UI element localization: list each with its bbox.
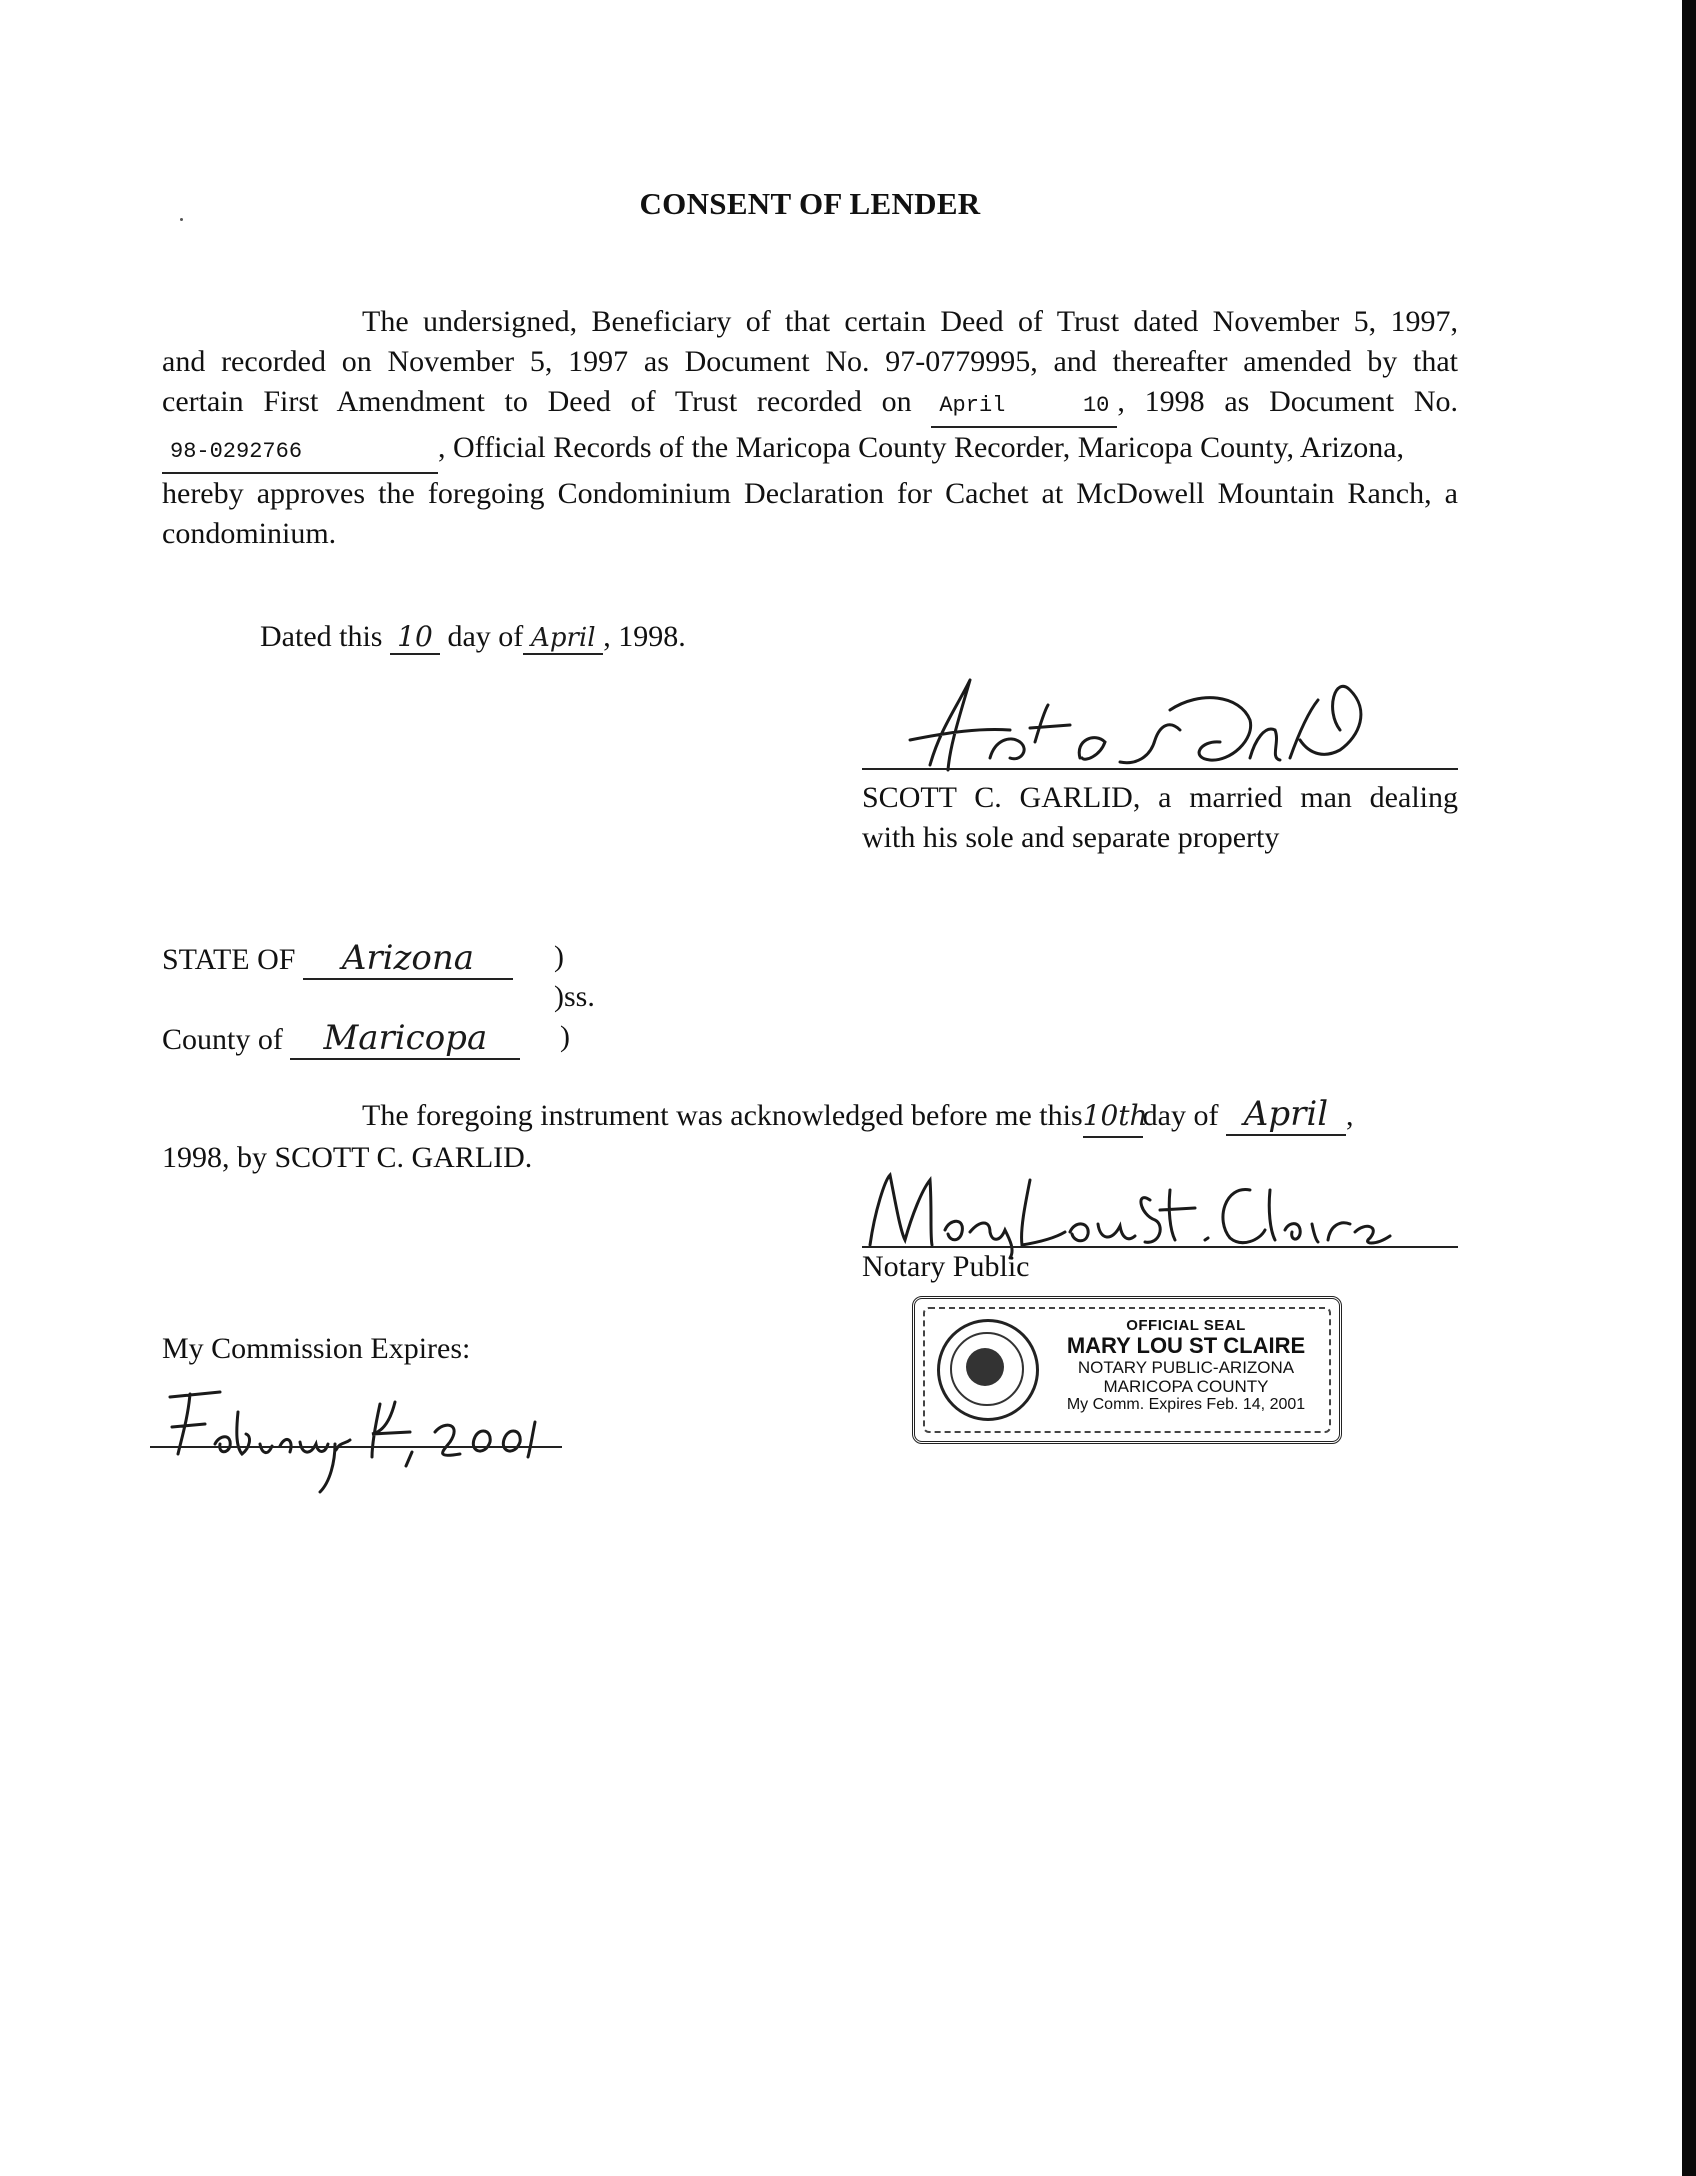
dated-day: 10 <box>390 620 440 655</box>
ack-line-1: The foregoing instrument was acknowledged before me this10thday of April , <box>162 1094 1462 1138</box>
ack-day: 10th <box>1083 1096 1143 1138</box>
body-line-5: hereby approves the foregoing Condominium Declaration for Cachet at McDowell Mountain Ranch, a <box>162 477 1458 510</box>
commission-line <box>150 1446 562 1448</box>
page-title: CONSENT OF LENDER <box>639 186 981 221</box>
seal-line-5: My Comm. Expires Feb. 14, 2001 <box>1066 1396 1306 1413</box>
ack-pre: The foregoing instrument was acknowledged before me this <box>362 1099 1083 1132</box>
body-line-3-tail: , 1998 as Document No. <box>1117 385 1458 418</box>
body-line-3 <box>162 382 1458 428</box>
signer-block <box>862 778 1458 858</box>
seal-line-1: OFFICIAL SEAL <box>1126 1317 1246 1334</box>
body-line-4-tail: , Official Records of the Maricopa County Recorder, Maricopa County, Arizona, <box>438 431 1405 464</box>
signer-capacity-line: with his sole and separate property <box>862 821 1280 854</box>
ack-line-2: 1998, by SCOTT C. GARLID. <box>162 1141 533 1174</box>
county-label: County of <box>162 1023 283 1056</box>
seal-text <box>1045 1317 1327 1414</box>
notary-signature <box>850 1160 1410 1260</box>
lender-signature-line <box>862 768 1458 770</box>
ss-marker: )ss. <box>554 980 595 1013</box>
commission-expiry-handwritten <box>150 1382 570 1502</box>
commission-label: My Commission Expires: <box>162 1332 471 1365</box>
notary-signature-line <box>862 1246 1458 1248</box>
scan-edge-bar <box>1682 0 1696 2176</box>
amendment-recorded-date: April 10 <box>931 386 1117 428</box>
county-line <box>162 1018 520 1060</box>
dated-suffix: , 1998. <box>603 620 686 653</box>
great-seal-of-arizona-icon <box>937 1319 1039 1421</box>
ack-month: April <box>1226 1094 1346 1136</box>
ack-middle: day of <box>1142 1099 1219 1132</box>
amendment-document-number: 98-0292766 <box>162 432 438 474</box>
county-value: Maricopa <box>290 1018 520 1060</box>
state-label: STATE OF <box>162 943 296 976</box>
lender-signature <box>870 670 1390 780</box>
body-line-4 <box>162 428 1458 474</box>
notary-label: Notary Public <box>862 1250 1030 1283</box>
state-paren: ) <box>554 940 564 973</box>
body-line-1: The undersigned, Beneficiary of that certain Deed of Trust dated November 5, 1997, <box>362 305 1458 338</box>
state-line <box>162 938 513 980</box>
official-seal-stamp <box>912 1296 1342 1444</box>
county-paren: ) <box>560 1020 570 1053</box>
seal-core <box>966 1348 1004 1386</box>
signer-name-line: SCOTT C. GARLID, a married man dealing <box>862 781 1458 814</box>
dated-prefix: Dated this <box>260 620 383 653</box>
body-line-2: and recorded on November 5, 1997 as Document No. 97-0779995, and thereafter amended by that <box>162 345 1458 378</box>
seal-line-3: NOTARY PUBLIC-ARIZONA <box>1077 1358 1295 1377</box>
dated-month: April <box>523 623 603 655</box>
consent-paragraph <box>162 302 1458 554</box>
seal-line-4: MARICOPA COUNTY <box>1103 1377 1269 1396</box>
seal-line-2: MARY LOU ST CLAIRE <box>1066 1333 1306 1358</box>
body-line-6: condominium. <box>162 517 337 550</box>
dated-middle: day of <box>447 620 524 653</box>
body-line-3-text: certain First Amendment to Deed of Trust recorded on <box>162 385 912 418</box>
dated-line <box>260 620 686 655</box>
state-value: Arizona <box>303 938 513 980</box>
